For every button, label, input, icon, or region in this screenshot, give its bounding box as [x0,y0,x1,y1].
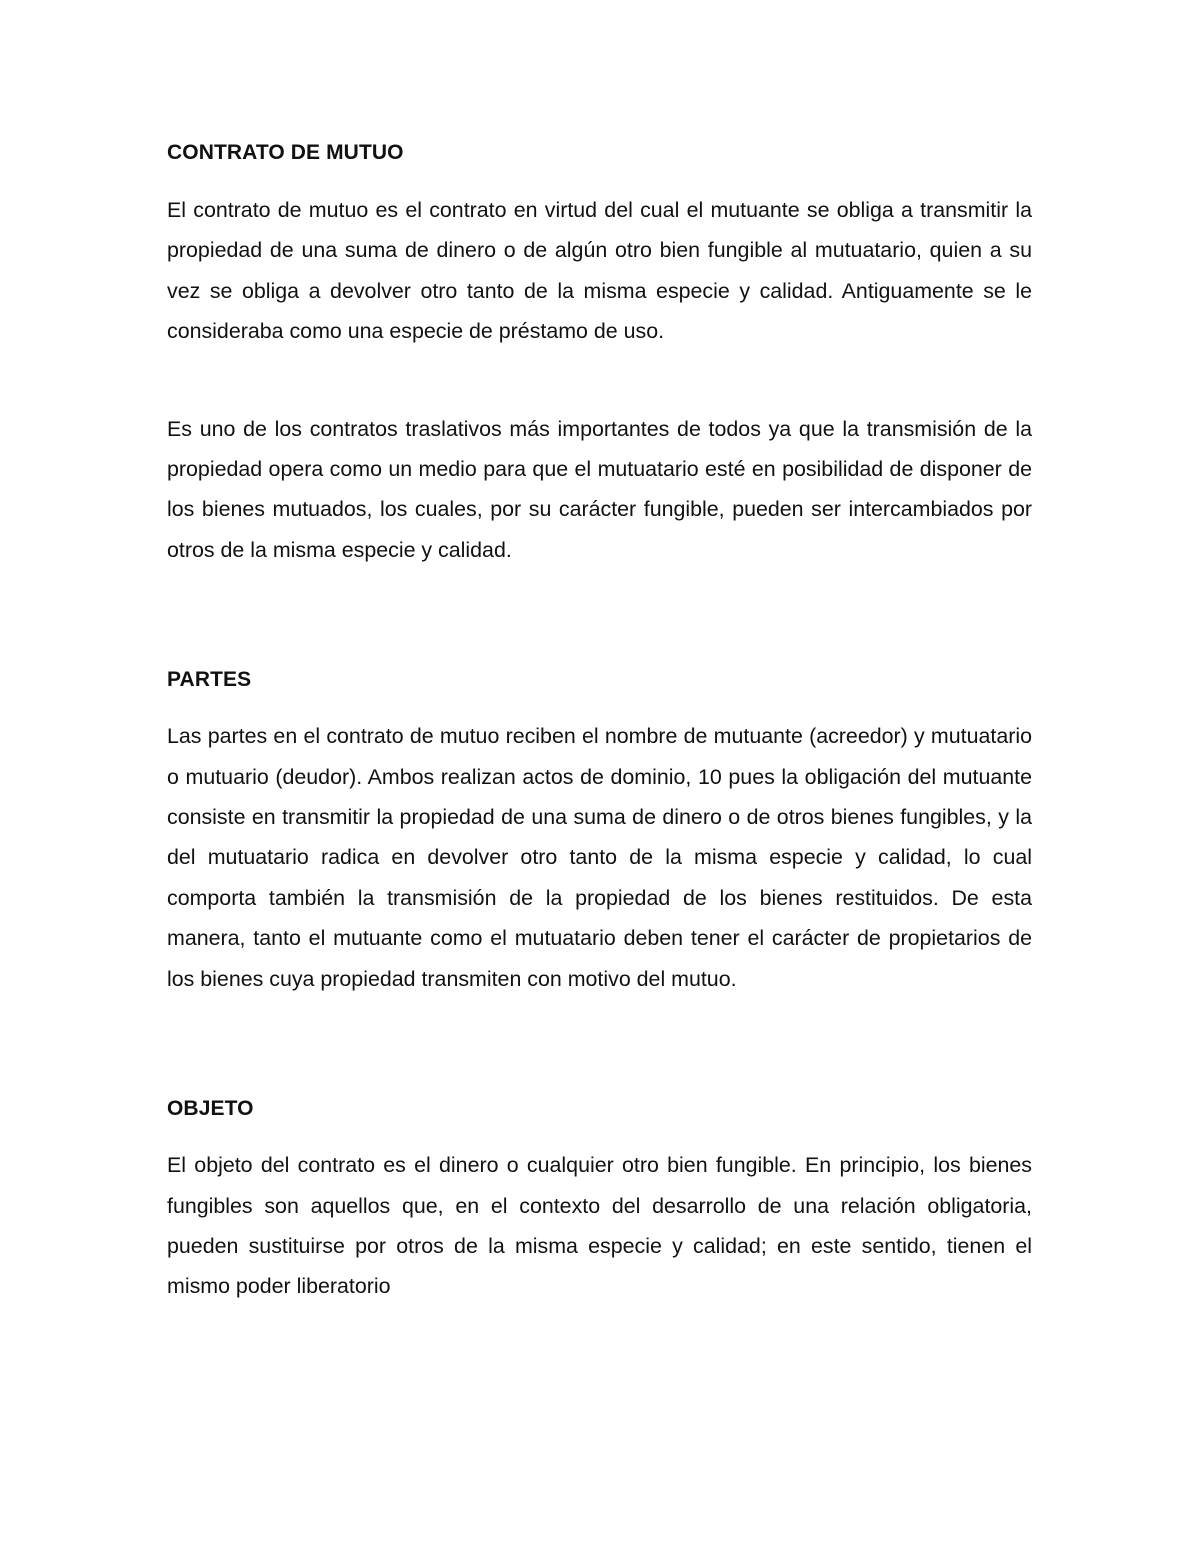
paragraph-partes: Las partes en el contrato de mutuo reciben el nombre de mutuante (acreedor) y mutuatario o mutuario (deudor). Ambos realizan actos de dominio, 10 pues la obligación del mutuante consiste en transmitir la propiedad de una suma de dinero o de otros bienes fungibles, y la del mutuatario radica en devolver otro tanto de la misma especie y calidad, lo cual comporta también la transmisión de la propiedad de los bienes restituidos. De esta manera, tanto el mutuante como el mutuatario deben tener el carácter de propietarios de los bienes cuya propiedad transmiten con motivo del mutuo. [167,724,1032,991]
paragraph-importance: Es uno de los contratos traslativos más importantes de todos ya que la transmisión de la propiedad opera como un medio para que el mutuatario esté en posibilidad de disponer de los bienes mutuados, los cuales, por su carácter fungible, pueden ser intercambiados por otros de la misma especie y calidad. [167,416,1032,562]
document-body [167,137,1032,1307]
section-heading-objeto: OBJETO [167,1097,254,1121]
paragraph-objeto: El objeto del contrato es el dinero o cualquier otro bien fungible. En principio, los bienes fungibles son aquellos que, en el contexto del desarrollo de una relación obligatoria, pueden sustituirse por otros de la misma especie y calidad; en este sentido, tienen el mismo poder liberatorio [167,1153,1032,1299]
section-heading-contrato-de-mutuo: CONTRATO DE MUTUO [167,141,404,164]
paragraph-definition: El contrato de mutuo es el contrato en virtud del cual el mutuante se obliga a transmitir la propiedad de una suma de dinero o de algún otro bien fungible al mutuatario, quien a su vez se obliga a devolver otro tanto de la misma especie y calidad. Antiguamente se le consideraba como una especie de préstamo de uso. [167,198,1032,344]
section-heading-partes: PARTES [167,668,252,692]
